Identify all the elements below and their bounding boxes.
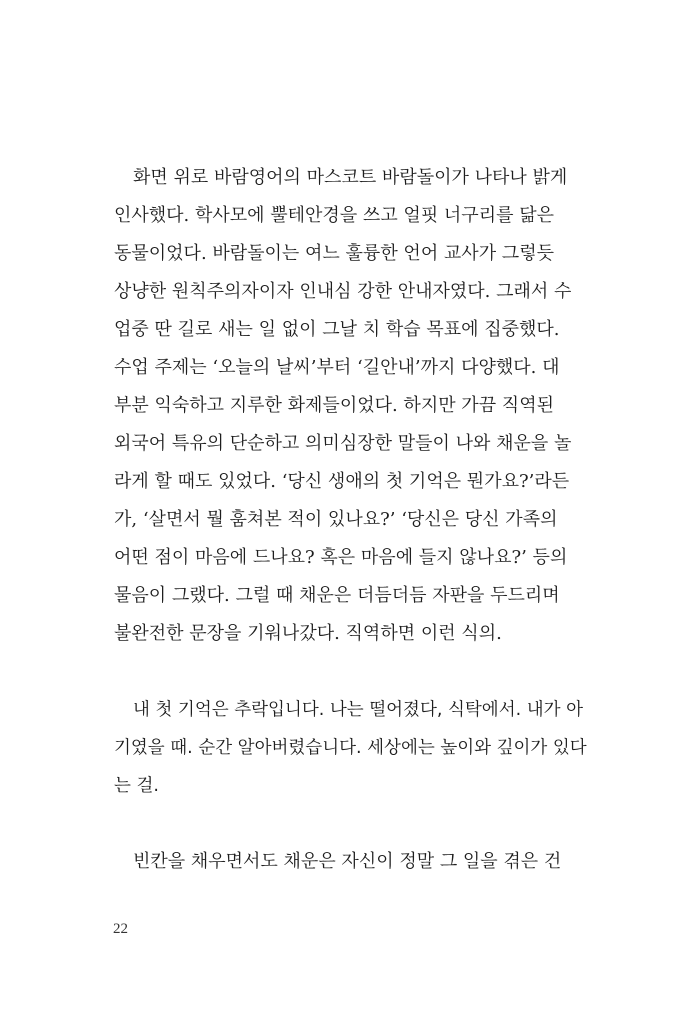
text-line: 내 첫 기억은 추락입니다. 나는 떨어졌다, 식탁에서. 내가 아 (133, 700, 584, 720)
paragraph-3 (114, 843, 562, 881)
text-line: 수업 주제는 ‘오늘의 날씨’부터 ‘길안내’까지 다양했다. 대 (114, 357, 560, 378)
text-line: 라게 할 때도 있었다. ‘당신 생애의 첫 기억은 뭔가요?’라든 (114, 471, 570, 492)
text-line: 는 걸. (114, 776, 159, 796)
paragraph-2-quoted (114, 691, 587, 805)
text-line: 빈칸을 채우면서도 채운은 자신이 정말 그 일을 겪은 건 (133, 851, 562, 872)
text-line: 부분 익숙하고 지루한 화제들이었다. 하지만 가끔 직역된 (114, 395, 554, 416)
text-line: 동물이었다. 바람돌이는 여느 훌륭한 언어 교사가 그렇듯 (114, 243, 554, 264)
text-line: 어떤 점이 마음에 드나요? 혹은 마음에 들지 않나요?’ 등의 (114, 547, 568, 568)
text-line: 불완전한 문장을 기워나갔다. 직역하면 이런 식의. (114, 623, 502, 644)
paragraph-1 (114, 159, 572, 653)
text-line: 기였을 때. 순간 알아버렸습니다. 세상에는 높이와 깊이가 있다 (114, 738, 587, 758)
page-number: 22 (113, 921, 128, 937)
text-line: 인사했다. 학사모에 뿔테안경을 쓰고 얼핏 너구리를 닮은 (114, 205, 554, 226)
text-line: 화면 위로 바람영어의 마스코트 바람돌이가 나타나 밝게 (133, 167, 568, 188)
text-line: 외국어 특유의 단순하고 의미심장한 말들이 나와 채운을 놀 (114, 433, 572, 454)
text-line: 가, ‘살면서 뭘 훔쳐본 적이 있나요?’ ‘당신은 당신 가족의 (114, 509, 558, 530)
text-line: 업중 딴 길로 새는 일 없이 그날 치 학습 목표에 집중했다. (114, 319, 560, 340)
text-line: 상냥한 원칙주의자이자 인내심 강한 안내자였다. 그래서 수 (114, 281, 572, 302)
text-line: 물음이 그랬다. 그럴 때 채운은 더듬더듬 자판을 두드리며 (114, 585, 560, 606)
